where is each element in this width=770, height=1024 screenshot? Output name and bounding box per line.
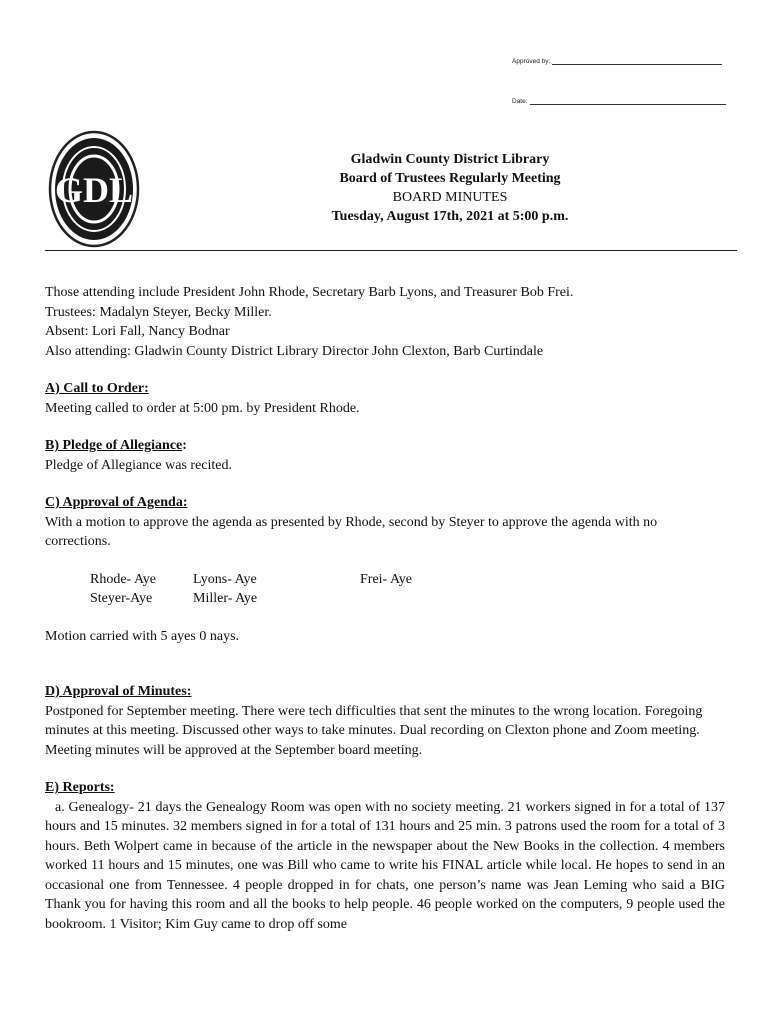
vote-entry: Frei- Aye <box>360 571 412 587</box>
section-b-text: Pledge of Allegiance was recited. <box>45 457 232 473</box>
approved-by-field <box>512 58 722 65</box>
vote-entry: Lyons- Aye <box>193 571 257 587</box>
section-b-colon: : <box>182 438 187 453</box>
trustees-line: Trustees: Madalyn Steyer, Becky Miller. <box>45 304 272 320</box>
section-c-heading: C) Approval of Agenda: <box>45 495 188 510</box>
document-type: BOARD MINUTES <box>392 190 508 205</box>
meeting-date: Tuesday, August 17th, 2021 at 5:00 p.m. <box>331 209 569 224</box>
section-a-heading: A) Call to Order: <box>45 381 149 396</box>
absent-line: Absent: Lori Fall, Nancy Bodnar <box>45 324 230 339</box>
header-divider <box>45 250 737 251</box>
document-header <box>300 150 600 226</box>
approved-by-label: Approved by: <box>512 58 551 65</box>
section-e-heading: E) Reports: <box>45 780 115 795</box>
also-attending-line: Also attending: Gladwin County District Library Director John Clexton, Barb Curtindale <box>45 343 544 359</box>
vote-entry: Rhode- Aye <box>90 571 156 587</box>
section-d-text: Postponed for September meeting. There were tech difficulties that sent the minutes to the wrong location. Foregoing minutes at this meeting. Discussed other ways to take minutes. Dual recording on Clexton phone and Zoom meeting. Meeting minutes will be approved at the September board meeting. <box>45 703 703 758</box>
vote-row <box>45 589 725 609</box>
section-e-text: a. Genealogy- 21 days the Genealogy Room was open with no society meeting. 21 workers signed in for a total of 137 hours and 15 minutes. 32 members signed in for a total of 131 hours and 25 min. 3 patrons used the room for a total of 3 hours. Beth Wolpert came in because of the article in the newspaper about the New Books in the collection. 4 members worked 11 hours and 15 minutes, one was Bill who came to write his FINAL article while local. He hopes to send in an occasional one from Tennessee. 4 people dropped in for chats, one person’s name was Jean Leming who said a BIG Thank you for having this room and all the books to help people. 46 people worked on the computers, 9 people used the bookroom. 1 Visitor; Kim Guy came to drop off some <box>45 799 725 932</box>
section-c-motion: Motion carried with 5 ayes 0 nays. <box>45 628 240 644</box>
approved-by-signature-line <box>552 64 722 65</box>
meeting-type: Board of Trustees Regularly Meeting <box>339 171 561 186</box>
section-c-text: With a motion to approve the agenda as presented by Rhode, second by Steyer to approve the agenda with no corrections. <box>45 514 658 549</box>
section-d-heading: D) Approval of Minutes: <box>45 684 192 699</box>
date-label: Date: <box>512 98 528 105</box>
vote-entry: Miller- Aye <box>193 591 258 606</box>
attendance-line: Those attending include President John Rhode, Secretary Barb Lyons, and Treasurer Bob Frei. <box>45 285 574 300</box>
logo-lettering: GDL <box>54 170 134 210</box>
library-logo-icon <box>48 130 140 248</box>
minutes-body <box>45 283 725 934</box>
section-b-heading: B) Pledge of Allegiance <box>45 438 183 453</box>
vote-entry: Steyer-Aye <box>90 591 153 606</box>
library-name: Gladwin County District Library <box>350 152 550 167</box>
vote-row <box>45 570 725 590</box>
date-field <box>512 98 726 105</box>
section-a-text: Meeting called to order at 5:00 pm. by President Rhode. <box>45 400 360 416</box>
date-signature-line <box>530 104 726 105</box>
